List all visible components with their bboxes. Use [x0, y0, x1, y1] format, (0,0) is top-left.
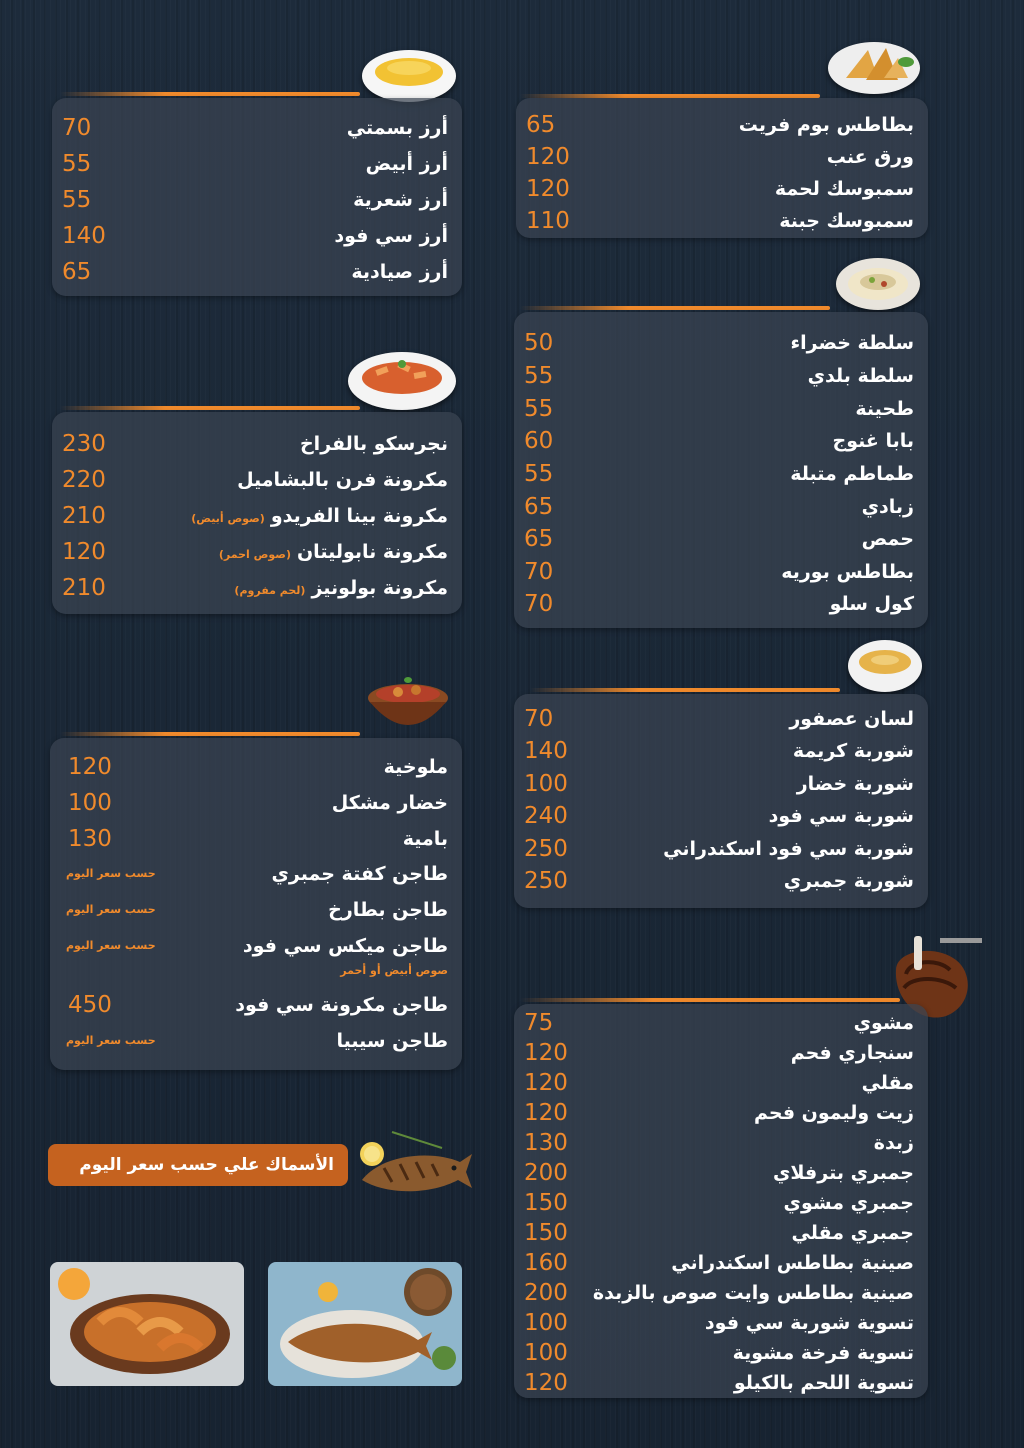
menu-item: [514, 1276, 928, 1310]
item-note: (لحم مفروم): [234, 584, 306, 597]
menu-item: [514, 734, 928, 768]
soup-dish-icon: [848, 640, 922, 692]
item-price: 200: [524, 1160, 568, 1186]
item-price: 50: [524, 330, 554, 356]
menu-item: [514, 1216, 928, 1250]
item-name: شوربة سي فود اسكندراني: [663, 838, 914, 860]
item-name: سمبوسك لحمة: [774, 178, 914, 200]
item-name: أرز بسمتي: [346, 117, 448, 139]
item-price: 210: [62, 503, 106, 529]
menu-item: [52, 219, 462, 253]
item-name: تسوية فرخة مشوية: [732, 1342, 914, 1364]
appetizers-panel: [516, 98, 928, 238]
item-name: أرز شعرية: [353, 189, 448, 211]
menu-item: [52, 535, 462, 569]
item-name: ورق عنب: [826, 146, 914, 168]
item-price-daily: حسب سعر اليوم: [66, 903, 156, 916]
pasta-panel: [52, 412, 462, 614]
item-name: بطاطس بوم فريت: [738, 114, 914, 136]
item-name: سمبوسك جبنة: [779, 210, 914, 232]
item-name: طحينة: [855, 398, 914, 420]
item-price: 230: [62, 431, 106, 457]
item-price: 210: [62, 575, 106, 601]
menu-item: [52, 111, 462, 145]
item-price: 250: [524, 868, 568, 894]
menu-item: [514, 587, 928, 621]
item-price: 150: [524, 1220, 568, 1246]
menu-item: [52, 183, 462, 217]
item-name: سنجاري فحم: [790, 1042, 914, 1064]
pasta-rule: [60, 406, 360, 410]
item-name: سلطة بلدي: [807, 365, 914, 387]
salad-dish-icon: [836, 258, 920, 310]
item-name-text: مكرونة نابوليتان: [296, 541, 448, 563]
item-price: 65: [524, 526, 554, 552]
item-note: (صوص احمر): [218, 548, 291, 561]
menu-item: [52, 147, 462, 181]
menu-item: [50, 988, 462, 1022]
item-name: حمص: [861, 528, 914, 550]
grilled-fish-icon: [332, 1124, 474, 1210]
item-price: 70: [524, 559, 554, 585]
rice-rule: [60, 92, 360, 96]
item-name: تسوية اللحم بالكيلو: [733, 1372, 914, 1394]
menu-item: [516, 204, 928, 238]
menu-item: [514, 1096, 928, 1130]
menu-item: [514, 555, 928, 589]
item-price-daily: حسب سعر اليوم: [66, 1034, 156, 1047]
item-price: 100: [68, 790, 112, 816]
tagines-panel: [50, 738, 462, 1070]
salads-rule: [520, 306, 830, 310]
menu-item: [514, 1156, 928, 1190]
menu-item: [514, 702, 928, 736]
item-price: 250: [524, 836, 568, 862]
item-name: شوربة خضار: [796, 773, 914, 795]
menu-item: [514, 457, 928, 491]
menu-item: [514, 1246, 928, 1280]
item-name: [237, 463, 448, 497]
item-name: زيت وليمون فحم: [753, 1102, 914, 1124]
menu-item: [50, 893, 462, 927]
item-price: 200: [524, 1280, 568, 1306]
item-name: [234, 571, 448, 608]
item-price: 120: [524, 1370, 568, 1396]
item-name: بامية: [402, 828, 448, 850]
item-name: مقلي: [861, 1072, 914, 1094]
item-price: 65: [526, 112, 556, 138]
menu-item: [50, 857, 462, 891]
item-name: سلطة خضراء: [790, 332, 914, 354]
menu-item: [516, 172, 928, 206]
item-price: 120: [68, 754, 112, 780]
item-price: 100: [524, 1340, 568, 1366]
item-price: 140: [62, 223, 106, 249]
menu-item: [514, 1186, 928, 1220]
item-name: أرز صيادية: [351, 261, 448, 283]
item-price: 240: [524, 803, 568, 829]
menu-item: [514, 1366, 928, 1400]
item-name: صينية بطاطس وايت صوص بالزبدة: [592, 1282, 914, 1304]
item-name: طاجن كفتة جمبري: [271, 863, 448, 885]
item-price: 65: [62, 259, 92, 285]
item-price: 75: [524, 1010, 554, 1036]
menu-item: [514, 326, 928, 360]
menu-item: [514, 522, 928, 556]
menu-item: [52, 255, 462, 289]
item-name: بطاطس بوريه: [781, 561, 914, 583]
item-name-text: مكرونة بينا الفريدو: [270, 505, 448, 527]
item-name: زبدة: [873, 1132, 914, 1154]
item-price: 130: [524, 1130, 568, 1156]
item-price: 100: [524, 1310, 568, 1336]
menu-item: [514, 359, 928, 393]
menu-item: [50, 1024, 462, 1058]
menu-item: [514, 767, 928, 801]
menu-item: [52, 499, 462, 533]
soup-rule: [530, 688, 840, 692]
item-note: (صوص أبيض): [191, 512, 265, 525]
item-name: ملوخية: [383, 756, 448, 778]
item-price: 120: [526, 176, 570, 202]
item-name: صينية بطاطس اسكندراني: [671, 1252, 914, 1274]
item-name: شوربة كريمة: [792, 740, 914, 762]
menu-item: [514, 392, 928, 426]
item-name: طاجن مكرونة سي فود: [235, 994, 448, 1016]
menu-item: [514, 1066, 928, 1100]
item-name: كول سلو: [829, 593, 914, 615]
item-name: خضار مشكل: [331, 792, 448, 814]
item-name: شوربة سي فود: [768, 805, 914, 827]
item-price: 220: [62, 467, 106, 493]
menu-item: [514, 864, 928, 898]
item-price: 55: [524, 363, 554, 389]
item-price-daily: حسب سعر اليوم: [66, 867, 156, 880]
grill-rule: [520, 998, 900, 1002]
item-name: طاجن ميكس سي فود: [242, 935, 448, 957]
item-price: 150: [524, 1190, 568, 1216]
item-name: طماطم متبلة: [790, 463, 914, 485]
menu-item: [516, 108, 928, 142]
item-name: [191, 499, 448, 536]
item-name-text: مكرونة فرن بالبشاميل: [237, 469, 448, 491]
menu-item: [50, 929, 462, 963]
salads-panel: [514, 312, 928, 628]
item-price: 450: [68, 992, 112, 1018]
tagines-rule: [60, 732, 360, 736]
item-name: زبادي: [861, 496, 914, 518]
menu-item: [50, 822, 462, 856]
item-name-text: نجرسكو بالفراخ: [299, 433, 448, 455]
menu-item: [52, 427, 462, 461]
menu-item: [50, 786, 462, 820]
item-name: مشوي: [853, 1012, 914, 1034]
item-price: 70: [62, 115, 92, 141]
item-price: 55: [62, 187, 92, 213]
item-name-text: مكرونة بولونيز: [311, 577, 448, 599]
pasta-dish-icon: [348, 352, 456, 410]
grill-panel: [514, 1004, 928, 1398]
food-photo-grilled-fish: [268, 1262, 462, 1386]
rice-panel: [52, 98, 462, 296]
item-name: أرز سي فود: [334, 225, 448, 247]
menu-item: [514, 490, 928, 524]
fish-price-banner: [48, 1144, 348, 1186]
menu-item: [50, 750, 462, 784]
item-price: 120: [526, 144, 570, 170]
menu-item: [514, 799, 928, 833]
food-photo-shrimp-platter: [50, 1262, 244, 1386]
item-name: أرز أبيض: [365, 153, 448, 175]
item-price: 120: [524, 1100, 568, 1126]
item-price: 55: [524, 396, 554, 422]
item-price: 130: [68, 826, 112, 852]
item-price: 70: [524, 706, 554, 732]
item-price: 55: [62, 151, 92, 177]
menu-item: [514, 1006, 928, 1040]
item-price: 60: [524, 428, 554, 454]
item-price: 120: [524, 1040, 568, 1066]
item-name: طاجن بطارخ: [328, 899, 448, 921]
item-name: [219, 535, 448, 572]
item-price: 55: [524, 461, 554, 487]
soup-panel: [514, 694, 928, 908]
menu-item: [514, 1126, 928, 1160]
item-name: بابا غنوج: [832, 430, 914, 452]
item-name: جمبري مقلي: [791, 1222, 914, 1244]
item-name: جمبري مشوي: [783, 1192, 914, 1214]
item-name: لسان عصفور: [789, 708, 914, 730]
item-sub-note: صوص أبيض أو أحمر: [340, 964, 448, 977]
item-name: شوربة جمبري: [783, 870, 914, 892]
tagine-pot-icon: [358, 670, 458, 740]
menu-item: [514, 1306, 928, 1340]
item-name: طاجن سيبيا: [336, 1030, 448, 1052]
menu-item: [516, 140, 928, 174]
item-price: 65: [524, 494, 554, 520]
menu-item: [52, 463, 462, 497]
menu-item: [514, 1336, 928, 1370]
item-price: 120: [62, 539, 106, 565]
item-name: [300, 427, 448, 461]
item-name: جمبري بترفلاي: [772, 1162, 914, 1184]
menu-item: [514, 1036, 928, 1070]
item-price: 160: [524, 1250, 568, 1276]
menu-item: [514, 424, 928, 458]
item-price-daily: حسب سعر اليوم: [66, 939, 156, 952]
item-name: تسوية شوربة سي فود: [704, 1312, 914, 1334]
samosa-dish-icon: [828, 42, 920, 94]
item-price: 140: [524, 738, 568, 764]
item-price: 110: [526, 208, 570, 234]
item-price: 100: [524, 771, 568, 797]
menu-item: [52, 571, 462, 605]
item-price: 120: [524, 1070, 568, 1096]
menu-item: [514, 832, 928, 866]
fish-banner-text: الأسماك علي حسب سعر اليوم: [79, 1155, 334, 1175]
rice-dish-icon: [362, 50, 456, 102]
item-price: 70: [524, 591, 554, 617]
